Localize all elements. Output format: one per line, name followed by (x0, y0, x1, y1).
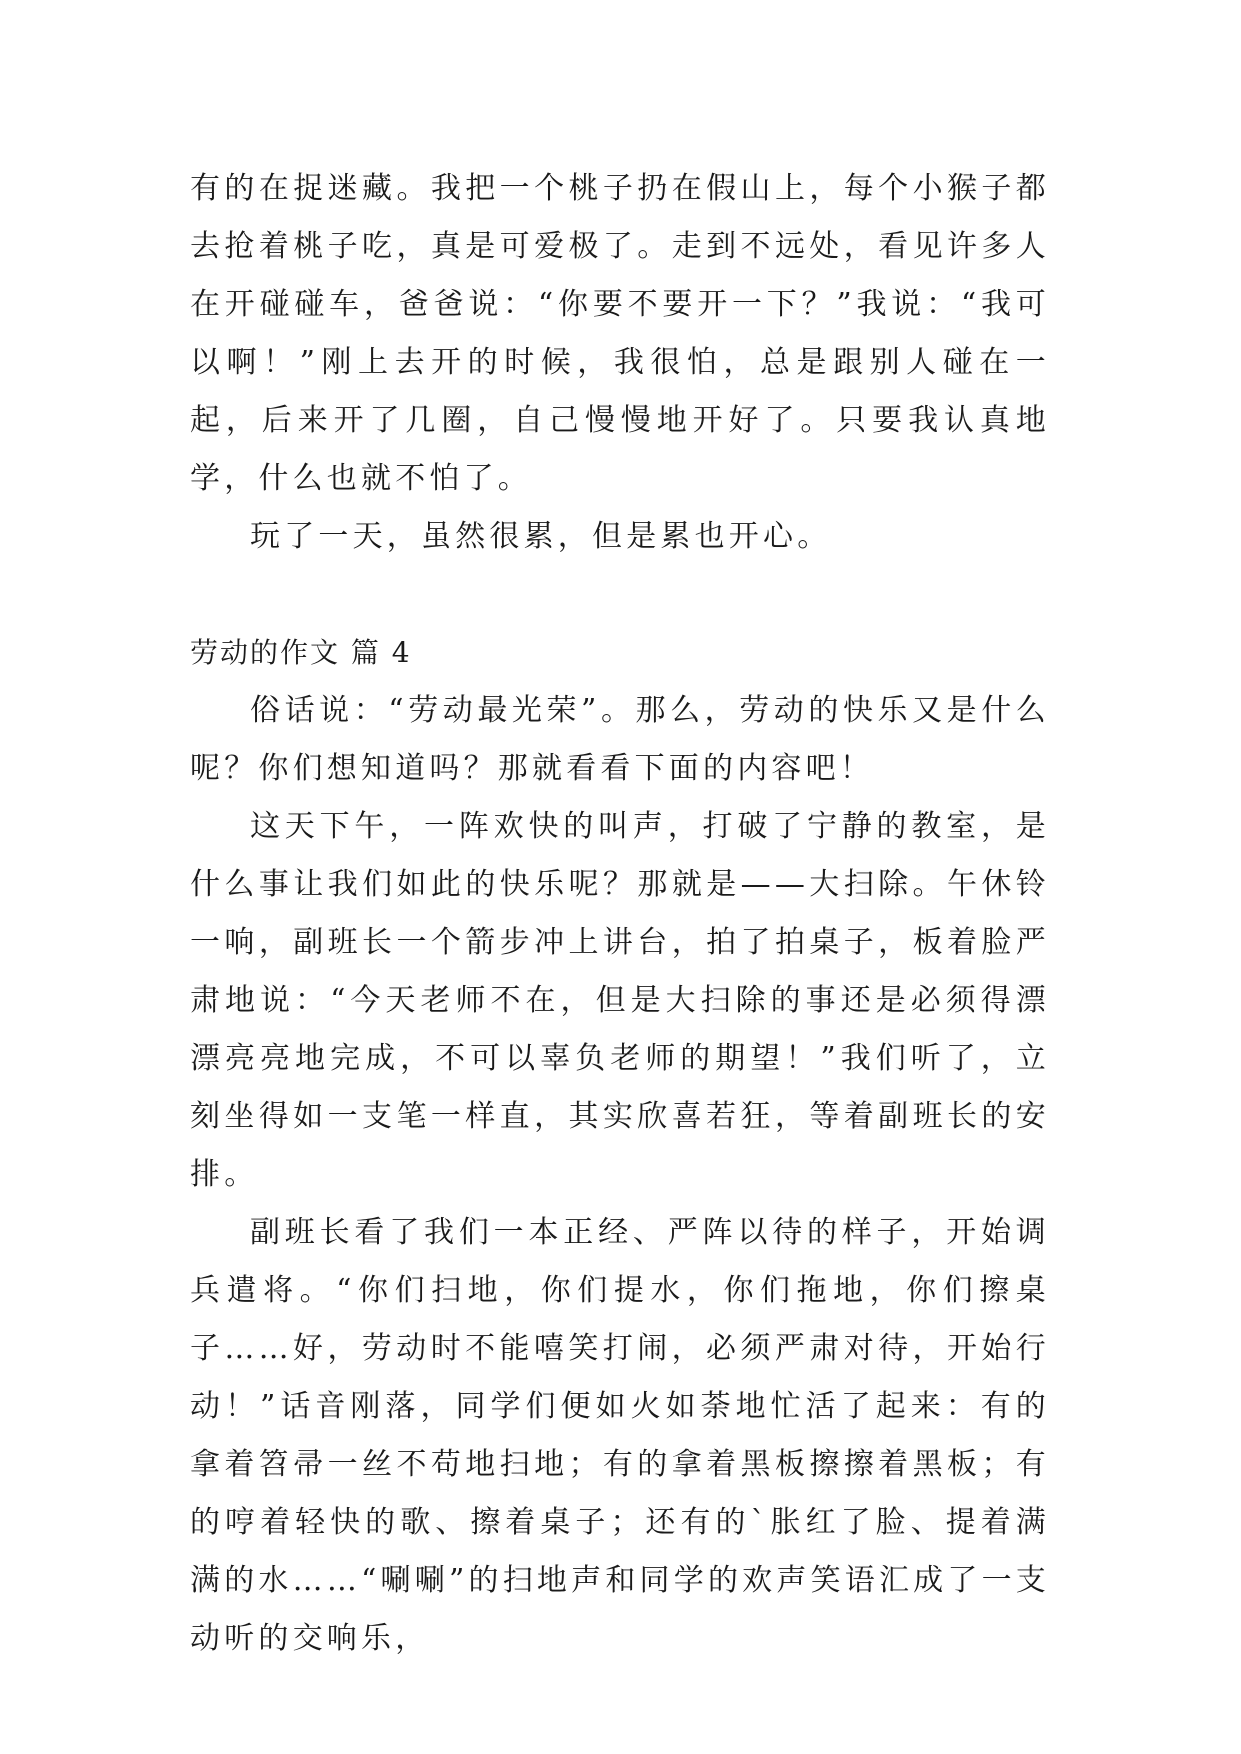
continued-paragraph: 有的在捉迷藏。我把一个桃子扔在假山上，每个小猴子都去抢着桃子吃，真是可爱极了。走到不远处，看见许多人在开碰碰车，爸爸说：“你要不要开一下？”我说：“我可以啊！”刚上去开的时候，我很怕，总是跟别人碰在一起，后来开了几圈，自己慢慢地开好了。只要我认真地学，什么也就不怕了。 (190, 171, 1050, 496)
section-title: 劳动的作文 篇 4 (190, 636, 412, 669)
paragraph-3: 副班长看了我们一本正经、严阵以待的样子，开始调兵遣将。“你们扫地，你们提水，你们拖地，你们擦桌子……好，劳动时不能嘻笑打闹，必须严肃对待，开始行动！”话音刚落，同学们便如火如荼地忙活了起来：有的拿着笤帚一丝不苟地扫地；有的拿着黑板擦擦着黑板；有的哼着轻快的歌、擦着桌子；还有的`胀红了脸、提着满满的水……“唰唰”的扫地声和同学的欢声笑语汇成了一支动听的交响乐， (190, 1215, 1050, 1656)
paragraph-2: 这天下午，一阵欢快的叫声，打破了宁静的教室，是什么事让我们如此的快乐呢？那就是——大扫除。午休铃一响，副班长一个箭步冲上讲台，拍了拍桌子，板着脸严肃地说：“今天老师不在，但是大扫除的事还是必须得漂漂亮亮地完成，不可以辜负老师的期望！”我们听了，立刻坐得如一支笔一样直，其实欣喜若狂，等着副班长的安排。 (190, 809, 1050, 1192)
document-body (190, 160, 1050, 1668)
closing-paragraph: 玩了一天，虽然很累，但是累也开心。 (250, 519, 832, 554)
paragraph-1: 俗话说：“劳动最光荣”。那么，劳动的快乐又是什么呢？你们想知道吗？那就看看下面的内容吧！ (190, 693, 1050, 786)
